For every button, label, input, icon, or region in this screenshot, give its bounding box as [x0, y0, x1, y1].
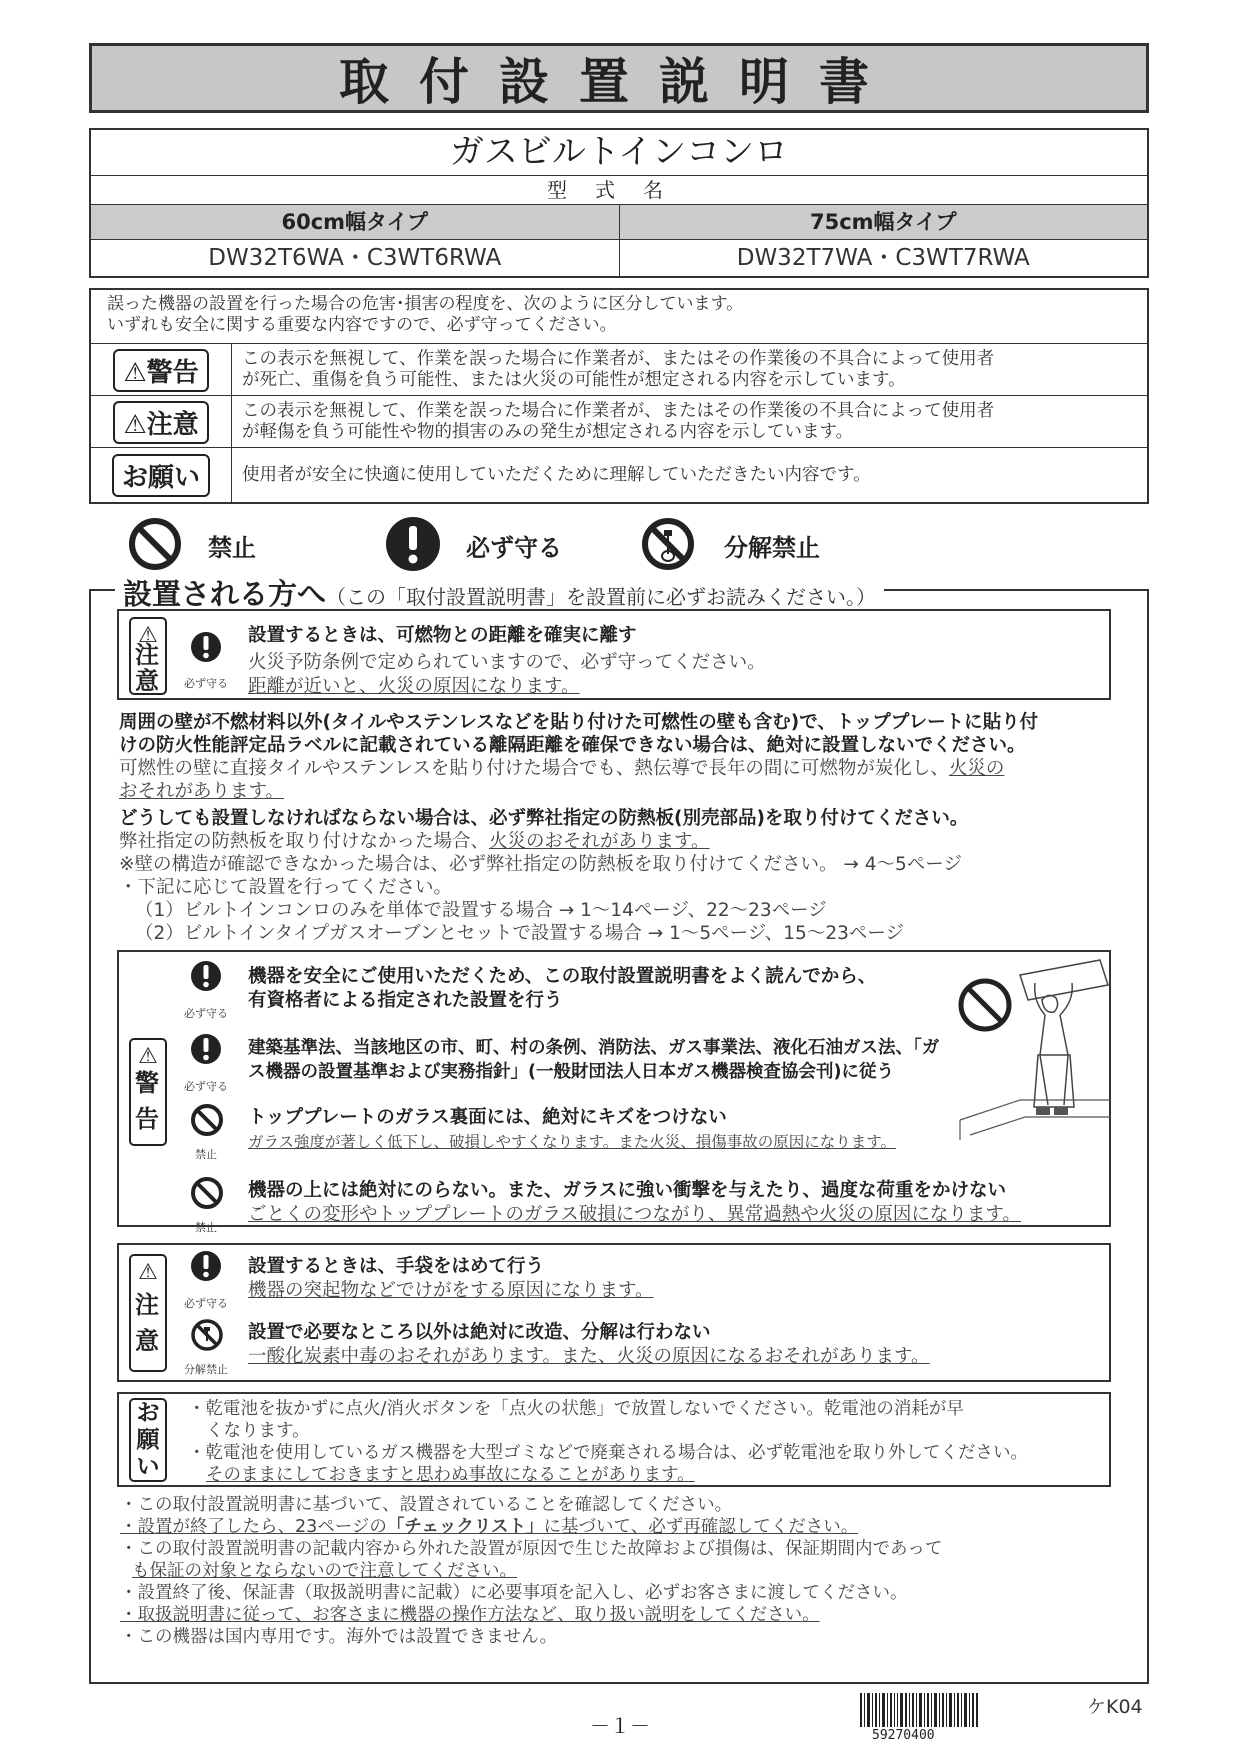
- request-label: お願い: [112, 454, 210, 497]
- no-disassemble-icon: [640, 516, 696, 572]
- caution-label: ⚠注意: [113, 401, 208, 444]
- model-label: 型式名: [547, 178, 691, 202]
- legend-caution-row: ⚠注意 この表示を無視して、作業を誤った場合に作業者が、またはその作業後の不具合によって使用者 が軽傷を負う可能性や物的損害のみの発生が想定される内容を示しています。: [91, 395, 1147, 448]
- caution1-heading: 設置するときは、可燃物との距離を確実に離す: [248, 625, 637, 646]
- barcode: [860, 1693, 978, 1727]
- caution-vertical-label: ⚠: [129, 1254, 167, 1372]
- product-table: [89, 128, 1149, 278]
- request-vertical-label: お 願 い: [129, 1398, 167, 1482]
- warning-vertical-label: ⚠: [129, 1038, 167, 1146]
- must-icon: [190, 1033, 222, 1065]
- prohibit-icon: [190, 1103, 224, 1137]
- must-icon: [385, 516, 441, 572]
- legend-warning-row: ⚠警告 この表示を無視して、作業を誤った場合に作業者が、またはその作業後の不具合によって使用者 が死亡、重傷を負う可能性、または火災の可能性が想定される内容を示しています。: [91, 343, 1147, 396]
- title-text: 取付設置説明書: [339, 53, 899, 111]
- prohibit-icon: [190, 1176, 224, 1210]
- barcode-number: 59270400: [872, 1728, 935, 1743]
- warning-label: ⚠警告: [113, 349, 208, 392]
- prohibit-label: 禁止: [208, 534, 256, 562]
- doc-code: ケK04: [1087, 1696, 1143, 1718]
- must-icon: [190, 1250, 222, 1282]
- hazard-legend: [89, 288, 1149, 504]
- section-title: 設置される方へ（この「取付設置説明書」を設置前に必ずお読みください。）: [115, 572, 884, 613]
- document-title: [89, 43, 1149, 113]
- must-label: 必ず守る: [466, 534, 562, 562]
- prohibit-icon: [127, 516, 183, 572]
- col2-header: 75cm幅タイプ: [619, 205, 1148, 239]
- no-standing-illustration: [950, 955, 1110, 1155]
- product-name: ガスビルトインコンロ: [449, 132, 789, 172]
- legend-intro: 誤った機器の設置を行った場合の危害･損害の程度を、次のように区分しています。 いずれも安全に関する重要な内容ですので、必ず守ってください。: [107, 294, 744, 335]
- must-icon: [190, 960, 222, 992]
- no-disassemble-label: 分解禁止: [724, 534, 820, 562]
- legend-request-row: お願い 使用者が安全に快適に使用していただくために理解していただきたい内容です。: [91, 447, 1147, 503]
- must-icon: [190, 631, 222, 663]
- col1-model: DW32T6WA・C3WT6RWA: [208, 245, 502, 271]
- no-disassemble-icon: [190, 1318, 224, 1352]
- col2-model: DW32T7WA・C3WT7RWA: [619, 240, 1148, 276]
- col1-header: 60cm幅タイプ: [91, 205, 619, 239]
- caution-vertical-label: ⚠: [129, 617, 167, 695]
- section-subtitle: （この「取付設置説明書」を設置前に必ずお読みください。）: [326, 585, 877, 609]
- page-number: －１－: [590, 1714, 650, 1738]
